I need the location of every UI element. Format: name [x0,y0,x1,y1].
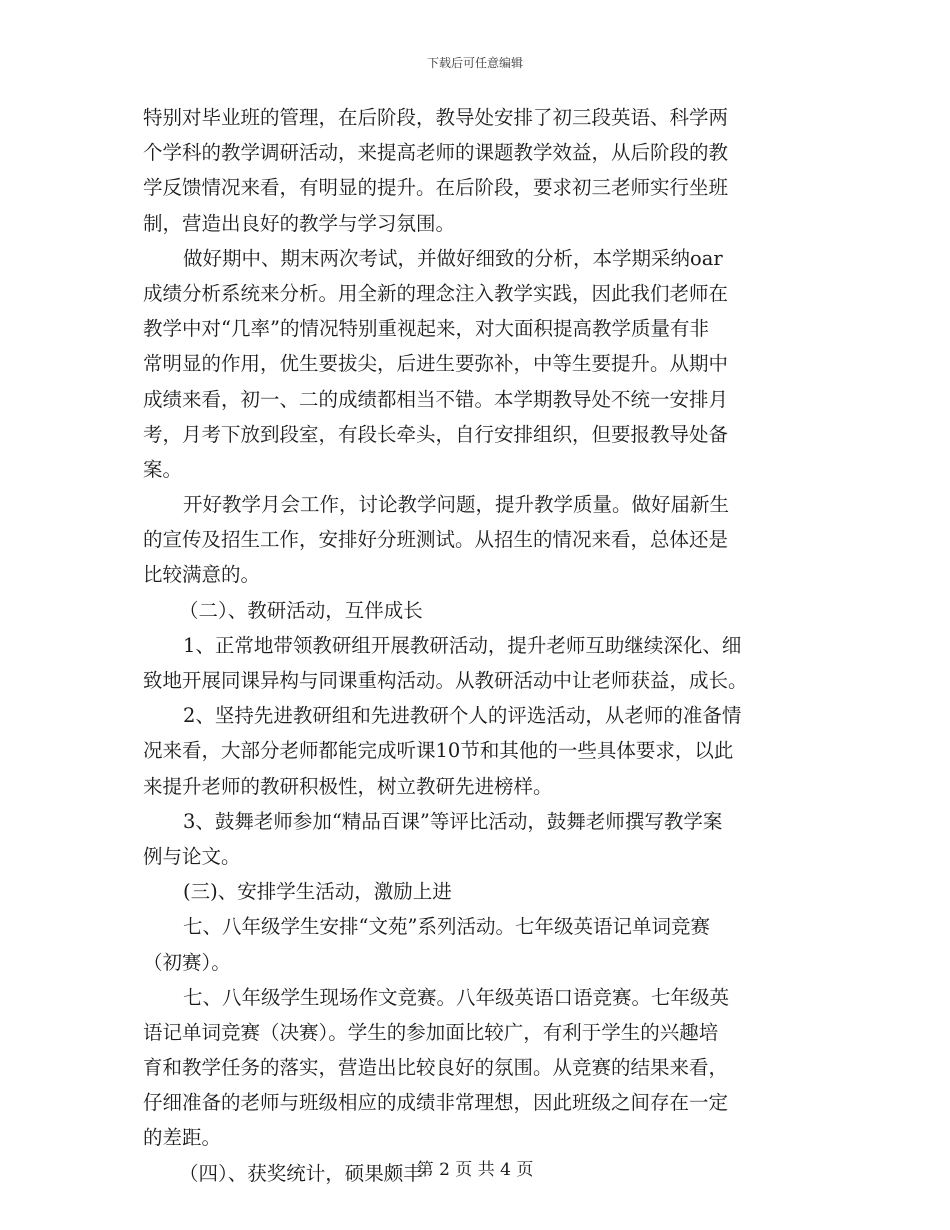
text-line: 做好期中、期末两次考试，并做好细致的分析，本学期采纳oar [183,246,723,270]
text-line: 考，月考下放到段室，有段长牵头，自行安排组织，但要报教导处备 [143,422,729,446]
text-line: （初赛）。 [143,950,231,974]
text-line: 成绩来看，初一、二的成绩都相当不错。本学期教导处不统一安排月 [143,387,729,411]
text-line: 教学中对“几率”的情况特别重视起来，对大面积提高教学质量有非 [143,317,709,341]
text-line: 3、鼓舞老师参加“精品百课”等评比活动，鼓舞老师撰写教学案 [183,809,723,833]
text-line: （二）、教研活动，互伴成长 [179,598,423,622]
text-line: 案。 [143,457,183,481]
text-line: 来提升老师的教研积极性，树立教研先进榜样。 [143,774,553,798]
text-line: 2、坚持先进教研组和先进教研个人的评选活动，从老师的准备情 [183,704,742,728]
text-line: 学反馈情况来看，有明显的提升。在后阶段，要求初三老师实行坐班 [143,176,729,200]
text-line: 常明显的作用，优生要拔尖，后进生要弥补，中等生要提升。从期中 [143,352,729,376]
text-line: 育和教学任务的落实，营造出比较良好的氛围。从竞赛的结果来看， [143,1056,729,1080]
page-header: 下载后可任意编辑 [426,56,523,70]
text-line: 成绩分析系统来分析。用全新的理念注入教学实践，因此我们老师在 [143,281,729,305]
text-line: (三)、安排学生活动，激励上进 [183,880,452,904]
text-line: 例与论文。 [143,844,241,868]
text-line: 比较满意的。 [143,563,261,587]
text-line: 1、正常地带领教研组开展教研活动，提升老师互助继续深化、细 [183,633,742,657]
text-line: 七、八年级学生安排“文苑”系列活动。七年级英语记单词竞赛 [183,915,710,939]
text-line: （四）、获奖统计，硕果颇丰 [179,1161,423,1185]
text-line: 开好教学月会工作，讨论教学问题，提升教学质量。做好届新生 [183,493,730,517]
text-line: 制，营造出良好的教学与学习氛围。 [143,211,456,235]
document-body [143,100,807,1191]
page-footer: 第 2 页 共 4 页 [416,1160,534,1180]
text-line: 特别对毕业班的管理，在后阶段，教导处安排了初三段英语、科学两 [143,106,729,129]
text-line: 仔细准备的老师与班级相应的成绩非常理想，因此班级之间存在一定 [143,1091,729,1115]
text-line: 的差距。 [143,1126,222,1150]
text-line: 语记单词竞赛（决赛）。学生的参加面比较广，有利于学生的兴趣培 [143,1020,719,1044]
text-line: 个学科的教学调研活动，来提高老师的课题教学效益，从后阶段的教 [143,141,729,165]
text-line: 致地开展同课异构与同课重构活动。从教研活动中让老师获益，成长。 [143,669,748,692]
text-line: 七、八年级学生现场作文竞赛。八年级英语口语竞赛。七年级英 [183,985,730,1009]
text-line: 况来看，大部分老师都能完成听课10节和其他的一些具体要求，以此 [143,739,734,763]
text-line: 的宣传及招生工作，安排好分班测试。从招生的情况来看，总体还是 [143,528,729,552]
